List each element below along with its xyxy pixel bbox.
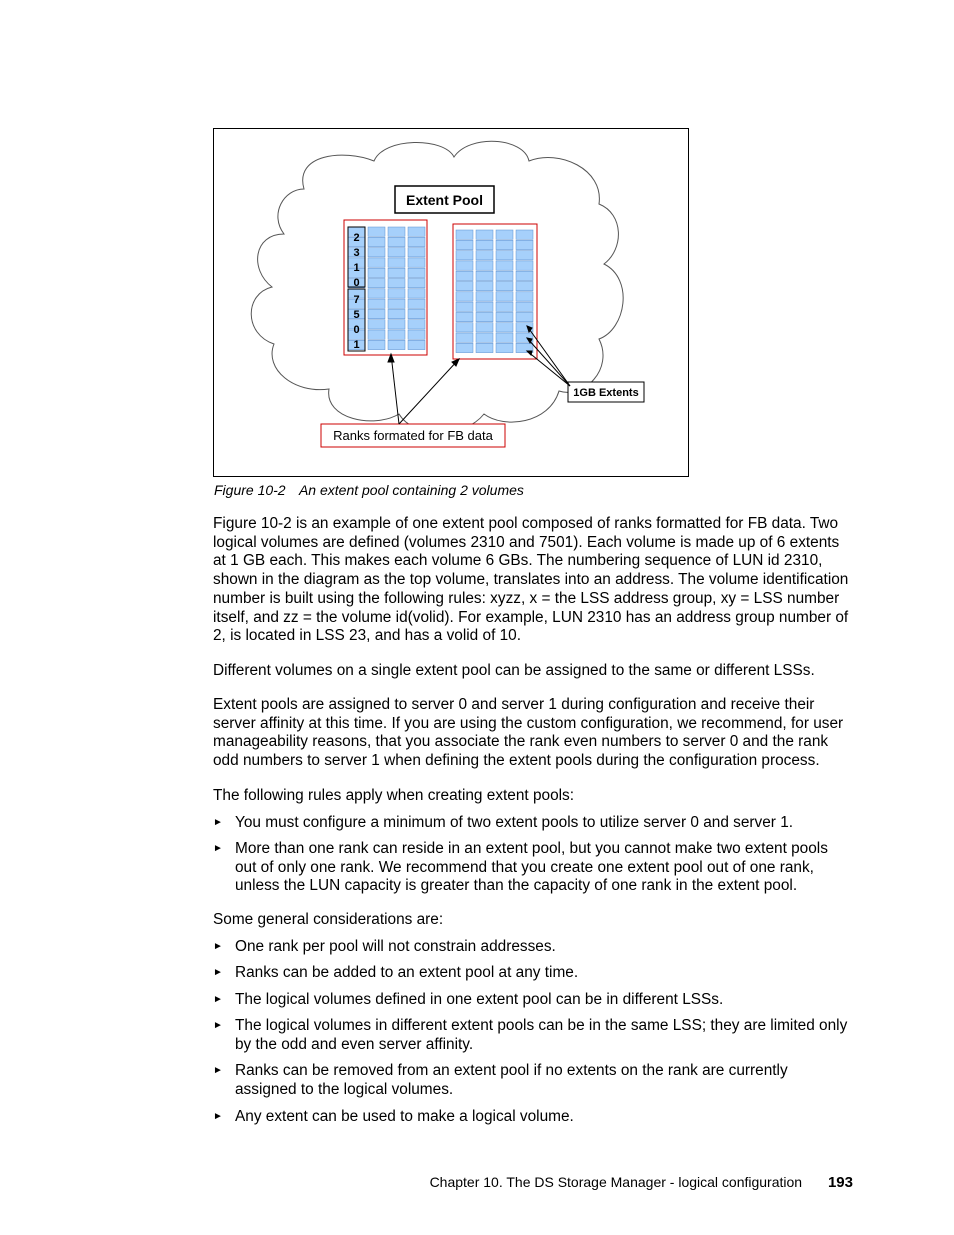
extent-cell bbox=[476, 302, 493, 311]
extent-cell bbox=[408, 258, 425, 267]
page-footer bbox=[0, 1174, 853, 1191]
paragraph-volume-numbering: Figure 10-2 is an example of one extent pool composed of ranks formatted for FB data. Two logical volumes are defined (volumes 2310 and 7501). Each volume is made up of 6 extents at 1 GB each. This makes each volume 6 GBs. The numbering sequence of LUN id 2310, shown in the diagram as the top volume, translates into an address. The volume identification number is built using the following rules: xyzz, x = the LSS address group, xy = LSS number itself, and zz = the volume id(volid). For example, LUN 2310 has an address group number of 2, is located in LSS 23, and has a volid of 10. bbox=[213, 515, 849, 645]
volume-digit: 1 bbox=[353, 339, 360, 351]
extent-cell bbox=[456, 240, 473, 249]
cloud-shape bbox=[251, 141, 623, 432]
list-item bbox=[213, 1108, 853, 1127]
extent-cell bbox=[476, 251, 493, 260]
extent-cell bbox=[408, 340, 425, 349]
extent-cell bbox=[368, 258, 385, 267]
paragraph-considerations-intro: Some general considerations are: bbox=[213, 911, 444, 928]
extent-cell bbox=[516, 282, 533, 291]
extent-cell bbox=[516, 230, 533, 239]
extent-cell bbox=[456, 251, 473, 260]
extent-cell bbox=[368, 248, 385, 257]
extent-cell bbox=[496, 292, 513, 301]
extent-cell bbox=[476, 333, 493, 342]
extent-cell bbox=[408, 330, 425, 339]
extent-cell bbox=[388, 227, 405, 236]
extent-cell bbox=[456, 323, 473, 332]
extent-cell bbox=[516, 261, 533, 270]
extent-cell bbox=[456, 271, 473, 280]
extent-cell bbox=[476, 292, 493, 301]
figure-caption bbox=[214, 482, 524, 498]
volume-digit: 0 bbox=[353, 324, 360, 336]
extent-cell bbox=[388, 330, 405, 339]
extent-cell bbox=[388, 299, 405, 308]
consideration-text: Ranks can be added to an extent pool at any time. bbox=[235, 964, 579, 981]
consideration-text: One rank per pool will not constrain addresses. bbox=[235, 938, 556, 955]
list-item bbox=[213, 814, 853, 833]
bullet-arrow-icon: ► bbox=[213, 967, 223, 978]
extent-cell bbox=[496, 261, 513, 270]
extent-cell bbox=[456, 343, 473, 352]
extent-cell bbox=[516, 292, 533, 301]
extent-cell bbox=[388, 309, 405, 318]
extent-cell bbox=[388, 289, 405, 298]
extent-cell bbox=[456, 282, 473, 291]
extent-cell bbox=[368, 279, 385, 288]
extent-cell bbox=[388, 258, 405, 267]
extent-cell bbox=[408, 227, 425, 236]
volume-digit: 0 bbox=[353, 277, 360, 289]
figure-caption-text: An extent pool containing 2 volumes bbox=[298, 482, 524, 498]
extent-cell bbox=[516, 271, 533, 280]
bullet-arrow-icon: ► bbox=[213, 941, 223, 952]
extent-cell bbox=[476, 261, 493, 270]
list-item bbox=[213, 1062, 853, 1099]
extent-cell bbox=[408, 320, 425, 329]
extent-cell bbox=[456, 302, 473, 311]
extent-cell bbox=[408, 279, 425, 288]
extent-cell bbox=[516, 240, 533, 249]
extent-cell bbox=[408, 299, 425, 308]
extent-cell bbox=[456, 333, 473, 342]
extent-cell bbox=[476, 343, 493, 352]
extent-cell bbox=[516, 302, 533, 311]
extent-cell bbox=[476, 282, 493, 291]
figure-number: Figure 10-2 bbox=[214, 482, 286, 498]
extent-cell bbox=[456, 312, 473, 321]
extent-cell bbox=[408, 248, 425, 257]
extent-cell bbox=[476, 230, 493, 239]
extent-cell bbox=[456, 292, 473, 301]
extent-cell bbox=[496, 240, 513, 249]
extent-cell bbox=[496, 282, 513, 291]
rule-text: More than one rank can reside in an extent pool, but you cannot make two extent pools out of only one rank. We recommend that you create one extent pool out of one rank, unless the LUN capacity is greater than the capacity of one rank in the extent pool. bbox=[235, 840, 828, 895]
extent-cell bbox=[496, 230, 513, 239]
paragraph-volumes-lss: Different volumes on a single extent pool can be assigned to the same or different LSSs. bbox=[213, 662, 815, 679]
consideration-text: Any extent can be used to make a logical volume. bbox=[235, 1108, 574, 1125]
extent-cell bbox=[368, 289, 385, 298]
bullet-arrow-icon: ► bbox=[213, 1065, 223, 1076]
extent-cell bbox=[368, 237, 385, 246]
extent-cell bbox=[368, 299, 385, 308]
list-item bbox=[213, 991, 853, 1010]
extent-pool-diagram bbox=[214, 129, 690, 478]
ranks-label: Ranks formated for FB data bbox=[333, 428, 493, 443]
extent-cell bbox=[408, 237, 425, 246]
extent-cell bbox=[388, 248, 405, 257]
extent-cell bbox=[456, 230, 473, 239]
rule-text: You must configure a minimum of two extent pools to utilize server 0 and server 1. bbox=[235, 814, 794, 831]
extent-cell bbox=[388, 237, 405, 246]
extent-cell bbox=[476, 271, 493, 280]
extent-cell bbox=[496, 333, 513, 342]
extent-pool-title: Extent Pool bbox=[405, 192, 484, 208]
consideration-text: The logical volumes in different extent pools can be in the same LSS; they are limited only by the odd and even server affinity. bbox=[235, 1017, 848, 1053]
extent-cell bbox=[368, 320, 385, 329]
list-item bbox=[213, 1017, 853, 1054]
paragraph-rules-intro: The following rules apply when creating extent pools: bbox=[213, 787, 575, 804]
extent-cell bbox=[368, 268, 385, 277]
bullet-arrow-icon: ► bbox=[213, 994, 223, 1005]
extent-cell bbox=[476, 312, 493, 321]
extent-cell bbox=[408, 289, 425, 298]
volume-digit: 1 bbox=[353, 262, 360, 274]
figure-extent-pool bbox=[213, 128, 689, 477]
volume-digit: 5 bbox=[353, 309, 360, 321]
extent-cell bbox=[496, 271, 513, 280]
extent-cell bbox=[388, 340, 405, 349]
extent-cell bbox=[496, 343, 513, 352]
extent-cell bbox=[408, 309, 425, 318]
extent-cell bbox=[456, 261, 473, 270]
page-number: 193 bbox=[827, 1174, 853, 1191]
volume-digit: 3 bbox=[353, 247, 360, 259]
extent-cell bbox=[496, 323, 513, 332]
extent-cell bbox=[368, 309, 385, 318]
bullet-arrow-icon: ► bbox=[213, 817, 223, 828]
volume-digit: 7 bbox=[353, 294, 360, 306]
extent-cell bbox=[496, 251, 513, 260]
paragraph-server-affinity: Extent pools are assigned to server 0 and server 1 during configuration and receive their server affinity at this time. If you are using the custom configuration, we recommend, for user manageability reasons, that you associate the rank even numbers to server 0 and the rank odd numbers to server 1 when defining the extent pools during the configuration process. bbox=[213, 696, 844, 770]
extent-cell bbox=[476, 240, 493, 249]
extent-cell bbox=[388, 268, 405, 277]
volume-digit: 2 bbox=[353, 232, 360, 244]
extent-cell bbox=[516, 312, 533, 321]
extents-label: 1GB Extents bbox=[573, 387, 639, 399]
extent-cell bbox=[368, 227, 385, 236]
chapter-title: Chapter 10. The DS Storage Manager - logical configuration bbox=[429, 1174, 803, 1190]
extent-cell bbox=[496, 302, 513, 311]
extent-cell bbox=[388, 320, 405, 329]
extent-cell bbox=[408, 268, 425, 277]
list-item bbox=[213, 840, 853, 896]
extent-cell bbox=[368, 340, 385, 349]
extent-cell bbox=[388, 279, 405, 288]
bullet-arrow-icon: ► bbox=[213, 1020, 223, 1031]
extent-cell bbox=[476, 323, 493, 332]
extent-cell bbox=[368, 330, 385, 339]
list-item bbox=[213, 938, 853, 957]
bullet-arrow-icon: ► bbox=[213, 1111, 223, 1122]
extent-cell bbox=[496, 312, 513, 321]
consideration-text: Ranks can be removed from an extent pool if no extents on the rank are currently assigned to the logical volumes. bbox=[235, 1062, 788, 1098]
consideration-text: The logical volumes defined in one extent pool can be in different LSSs. bbox=[235, 991, 724, 1008]
bullet-arrow-icon: ► bbox=[213, 843, 223, 854]
extent-cell bbox=[516, 251, 533, 260]
list-item bbox=[213, 964, 853, 983]
